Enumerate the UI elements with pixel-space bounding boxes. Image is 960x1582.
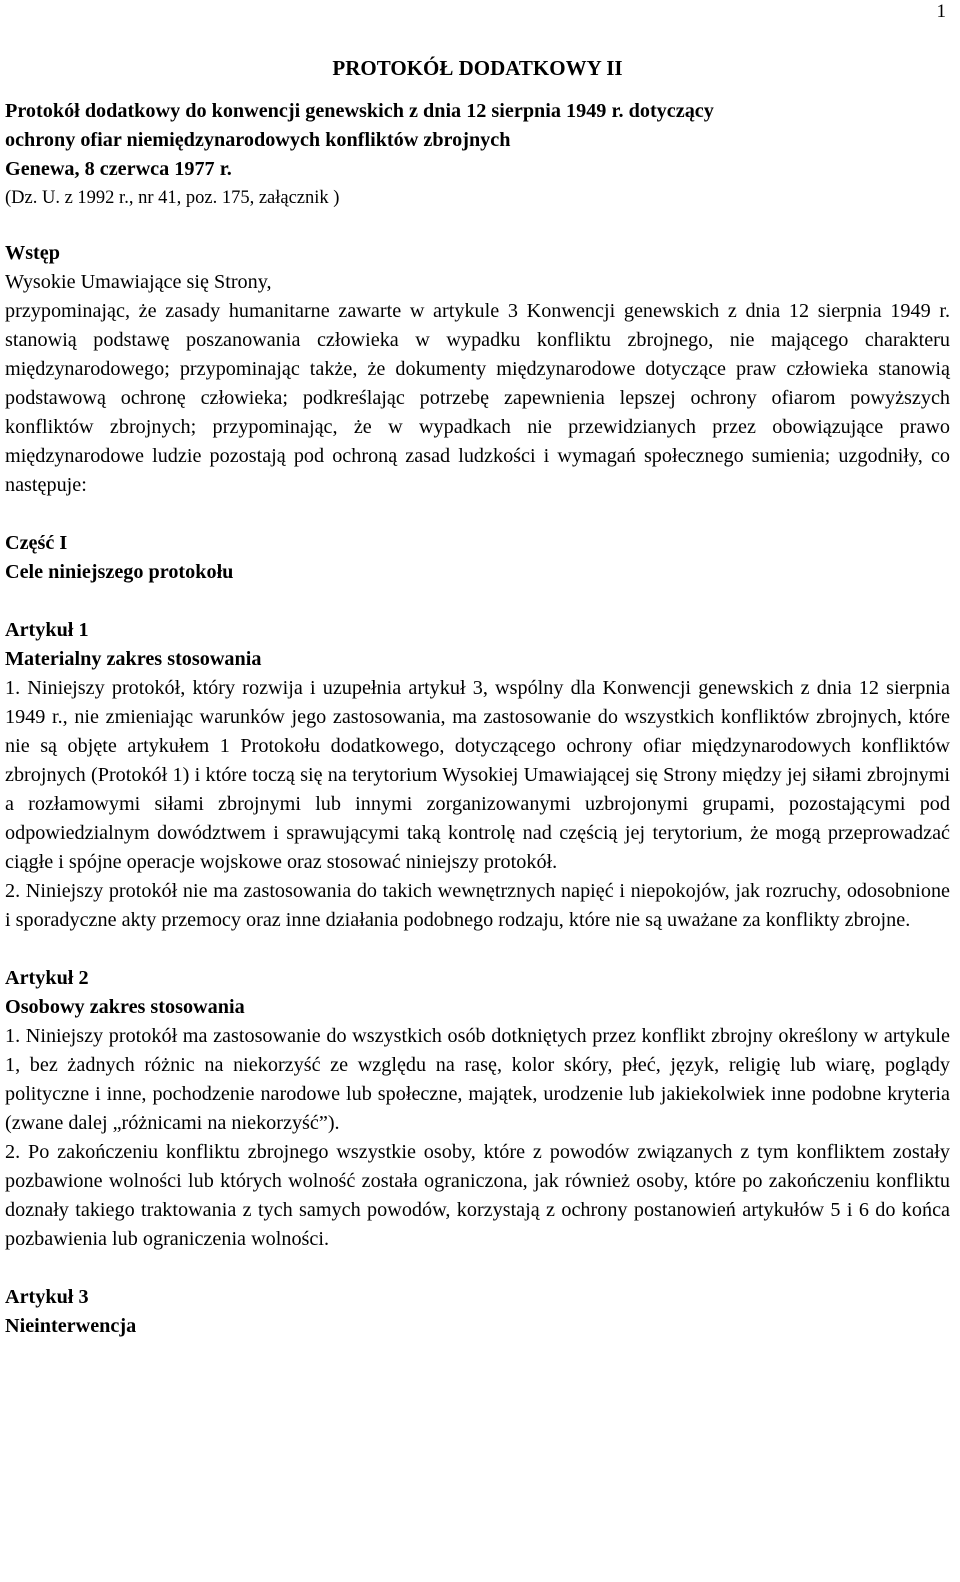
article-3-title: Nieinterwencja [5,1315,137,1337]
document-body [5,54,950,1341]
article-1-paragraph-2: 2. Niniejszy protokół nie ma zastosowania do takich wewnętrznych napięć i niepokojów, jak rozruchy, odosobnione i sporadyczne akty przemocy oraz inne działania podobnego rodzaju, które nie są uważane za konflikty zbrojne. [5,880,950,931]
subtitle-line-1: Protokół dodatkowy do konwencji genewskich z dnia 12 sierpnia 1949 r. dotyczący [5,100,714,122]
article-2-title: Osobowy zakres stosowania [5,996,245,1018]
article-1-paragraph-1: 1. Niniejszy protokół, który rozwija i uzupełnia artykuł 3, wspólny dla Konwencji genewskich z dnia 12 sierpnia 1949 r., nie zmieniając warunków jego zastosowania, ma zastosowanie do wszystkich konfliktów zbrojnych, które nie są objęte artykułem 1 Protokołu dodatkowego, dotyczącego ochrony ofiar międzynarodowych konfliktów zbrojnych (Protokół 1) i które toczą się na terytorium Wysokiej Umawiającej się Strony między jej siłami zbrojnymi a rozłamowymi siłami zbrojnymi lub innymi zorganizowanymi uzbrojonymi grupami, pozostającymi pod odpowiedzialnym dowództwem i sprawującymi taką kontrolę nad częścią jej terytorium, że mogą przeprowadzać ciągłe i spójne operacje wojskowe oraz stosować niniejszy protokół. [5,677,950,873]
spacer [5,1254,950,1283]
article-1-heading: Artykuł 1 [5,619,89,641]
article-3-heading: Artykuł 3 [5,1286,89,1308]
spacer [5,213,950,239]
preamble-heading: Wstęp [5,242,60,264]
preamble-opening: Wysokie Umawiające się Strony, [5,271,272,293]
legal-reference: (Dz. U. z 1992 r., nr 41, poz. 175, załącznik ) [5,188,340,208]
part-1-title: Cele niniejszego protokołu [5,561,234,583]
spacer [5,935,950,964]
article-2-paragraph-2: 2. Po zakończeniu konfliktu zbrojnego wszystkie osoby, które z powodów związanych z tym konfliktem zostały pozbawione wolności lub których wolność została ograniczona, jak również osoby, które po zakończeniu konfliktu doznały takiego traktowania z tych samych powodów, korzystają z ochrony postanowień artykułów 5 i 6 do końca pozbawienia lub ograniczenia wolności. [5,1141,950,1250]
preamble-text: przypominając, że zasady humanitarne zawarte w artykule 3 Konwencji genewskich z dnia 12 sierpnia 1949 r. stanowią podstawę poszanowania człowieka w wypadku konfliktu zbrojnego, nie mającego charakteru międzynarodowego; przypominając także, że dokumenty międzynarodowe dotyczące praw człowieka stanowią podstawową ochronę człowieka; podkreślając potrzebę zapewnienia lepszej ochrony ofiarom powyższych konfliktów zbrojnych; przypominając, że w wypadkach nie przewidzianych przez obowiązujące prawo międzynarodowe ludzie pozostają pod ochroną zasad ludzkości i wymagań społecznego sumienia; uzgodniły, co następuje: [5,300,950,496]
article-2-heading: Artykuł 2 [5,967,89,989]
subtitle-line-3: Genewa, 8 czerwca 1977 r. [5,158,232,180]
article-1-title: Materialny zakres stosowania [5,648,262,670]
article-2-paragraph-1: 1. Niniejszy protokół ma zastosowanie do wszystkich osób dotkniętych przez konflikt zbrojny określony w artykule 1, bez żadnych różnic na niekorzyść ze względu na rasę, kolor skóry, płeć, język, religię lub wiarę, poglądy polityczne i inne, pochodzenie narodowe lub społeczne, majątek, urodzenie lub jakiekolwiek inne podobne kryteria (zwane dalej „różnicami na niekorzyść”). [5,1025,950,1134]
spacer [5,500,950,529]
page-number: 1 [936,1,946,22]
subtitle-line-2: ochrony ofiar niemiędzynarodowych konfliktów zbrojnych [5,129,511,151]
spacer [5,587,950,616]
part-1-heading: Część I [5,532,68,554]
document-title: PROTOKÓŁ DODATKOWY II [332,56,623,80]
